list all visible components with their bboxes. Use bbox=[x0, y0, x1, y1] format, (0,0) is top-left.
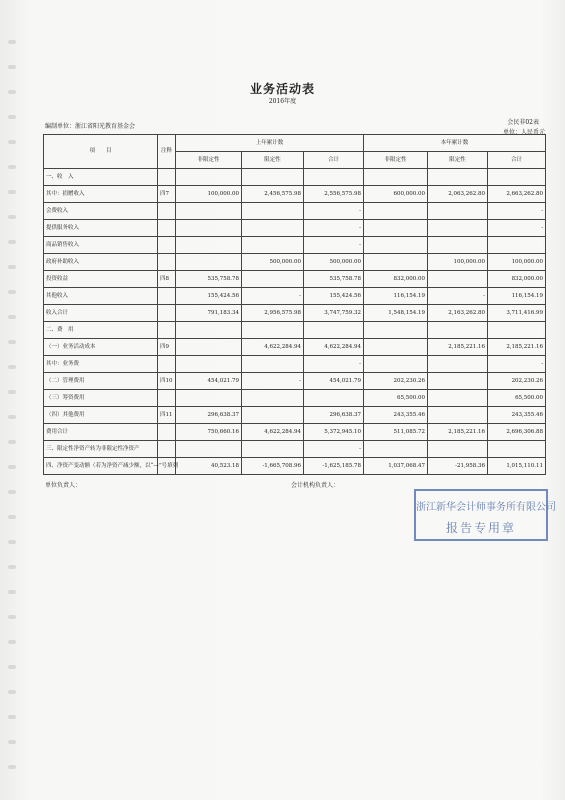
table-row bbox=[44, 288, 546, 305]
unit-head-label: 单位负责人： bbox=[45, 482, 82, 489]
row-value bbox=[488, 237, 546, 254]
binder-hole bbox=[8, 490, 16, 494]
header-note: 注释 bbox=[158, 135, 176, 169]
row-value: - bbox=[304, 237, 364, 254]
binder-hole bbox=[8, 215, 16, 219]
row-value bbox=[428, 237, 488, 254]
row-value: - bbox=[488, 356, 546, 373]
binder-hole bbox=[8, 440, 16, 444]
binder-hole bbox=[8, 140, 16, 144]
row-value bbox=[364, 237, 428, 254]
row-value bbox=[304, 169, 364, 186]
row-value bbox=[428, 169, 488, 186]
binder-hole bbox=[8, 765, 16, 769]
row-value bbox=[364, 254, 428, 271]
table-row bbox=[44, 390, 546, 407]
header-this-total: 合计 bbox=[488, 152, 546, 169]
table-row bbox=[44, 407, 546, 424]
row-item-label: 三、限定性净资产转为非限定性净资产 bbox=[44, 441, 158, 458]
row-note bbox=[158, 390, 176, 407]
report-year: 2016年度 bbox=[268, 98, 297, 105]
table-body bbox=[44, 169, 546, 475]
header-last-total: 合计 bbox=[304, 152, 364, 169]
binder-hole bbox=[8, 115, 16, 119]
binder-hole bbox=[8, 540, 16, 544]
binder-hole bbox=[8, 715, 16, 719]
header-item: 项 目 bbox=[44, 135, 158, 169]
table-row bbox=[44, 203, 546, 220]
row-value: 4,622,284.94 bbox=[304, 339, 364, 356]
row-value: 832,000.00 bbox=[488, 271, 546, 288]
row-value: - bbox=[304, 203, 364, 220]
row-value: - bbox=[304, 220, 364, 237]
row-value bbox=[364, 169, 428, 186]
row-value bbox=[488, 169, 546, 186]
row-value bbox=[176, 169, 242, 186]
row-value bbox=[428, 203, 488, 220]
row-value: 2,956,575.98 bbox=[242, 305, 304, 322]
row-value: 500,000.00 bbox=[242, 254, 304, 271]
row-value bbox=[428, 441, 488, 458]
stamp-firm-name: 浙江新华会计师事务所有限公司 bbox=[416, 502, 556, 513]
row-value bbox=[488, 441, 546, 458]
row-item-label: 提供服务收入 bbox=[44, 220, 158, 237]
row-value: 511,085.72 bbox=[364, 424, 428, 441]
row-value: 1,015,110.11 bbox=[488, 458, 546, 475]
row-value: 100,000.00 bbox=[488, 254, 546, 271]
preparing-organization: 编制单位：浙江省阳光教育基金会 bbox=[45, 123, 136, 130]
row-value bbox=[428, 407, 488, 424]
row-value: 1,548,154.19 bbox=[364, 305, 428, 322]
binder-hole bbox=[8, 740, 16, 744]
row-value bbox=[176, 203, 242, 220]
binder-hole bbox=[8, 690, 16, 694]
row-value bbox=[242, 390, 304, 407]
row-item-label: 其中：捐赠收入 bbox=[44, 186, 158, 203]
row-value bbox=[488, 322, 546, 339]
binder-hole bbox=[8, 590, 16, 594]
row-value bbox=[428, 220, 488, 237]
row-value: 2,556,575.98 bbox=[304, 186, 364, 203]
header-this-year: 本年累计数 bbox=[364, 135, 546, 152]
row-value: 116,154.19 bbox=[488, 288, 546, 305]
row-value bbox=[428, 356, 488, 373]
table-row bbox=[44, 305, 546, 322]
header-this-restricted: 限定性 bbox=[428, 152, 488, 169]
row-value: 750,660.16 bbox=[176, 424, 242, 441]
row-value bbox=[176, 220, 242, 237]
row-value: - bbox=[428, 288, 488, 305]
row-note: 四11 bbox=[158, 407, 176, 424]
row-value bbox=[242, 441, 304, 458]
row-value bbox=[428, 271, 488, 288]
row-note: 四10 bbox=[158, 373, 176, 390]
row-value bbox=[176, 356, 242, 373]
activity-statement-table bbox=[43, 134, 546, 475]
row-note bbox=[158, 356, 176, 373]
row-item-label: 政府补助收入 bbox=[44, 254, 158, 271]
row-value: - bbox=[304, 356, 364, 373]
table-row bbox=[44, 356, 546, 373]
row-value: 3,711,416.99 bbox=[488, 305, 546, 322]
row-value bbox=[364, 441, 428, 458]
row-value: 535,758.78 bbox=[304, 271, 364, 288]
row-value bbox=[242, 356, 304, 373]
row-item-label: （三）筹资费用 bbox=[44, 390, 158, 407]
row-value: -21,958.36 bbox=[428, 458, 488, 475]
row-value: 454,021.79 bbox=[176, 373, 242, 390]
row-value bbox=[176, 339, 242, 356]
row-value: 116,154.19 bbox=[364, 288, 428, 305]
binder-hole bbox=[8, 390, 16, 394]
table-row bbox=[44, 186, 546, 203]
row-value: 600,000.00 bbox=[364, 186, 428, 203]
row-value bbox=[242, 220, 304, 237]
row-value: - bbox=[488, 220, 546, 237]
row-value: 3,747,759.32 bbox=[304, 305, 364, 322]
header-last-unrestricted: 非限定性 bbox=[176, 152, 242, 169]
header-last-year: 上年累计数 bbox=[176, 135, 364, 152]
binder-hole bbox=[8, 65, 16, 69]
row-value: 243,355.46 bbox=[364, 407, 428, 424]
row-note bbox=[158, 237, 176, 254]
row-note bbox=[158, 169, 176, 186]
row-item-label: 二、费 用 bbox=[44, 322, 158, 339]
table-row bbox=[44, 322, 546, 339]
table-row bbox=[44, 254, 546, 271]
form-code: 会民非02表 bbox=[507, 119, 539, 126]
row-item-label: 收入合计 bbox=[44, 305, 158, 322]
row-value: -1,625,185.78 bbox=[304, 458, 364, 475]
row-value bbox=[176, 390, 242, 407]
row-value: -1,665,708.96 bbox=[242, 458, 304, 475]
row-value: 4,622,284.94 bbox=[242, 339, 304, 356]
binder-hole bbox=[8, 290, 16, 294]
binder-hole bbox=[8, 640, 16, 644]
row-value bbox=[364, 339, 428, 356]
table-row bbox=[44, 271, 546, 288]
row-value bbox=[428, 390, 488, 407]
binder-hole bbox=[8, 365, 16, 369]
row-value bbox=[176, 254, 242, 271]
row-value bbox=[242, 203, 304, 220]
row-value: 2,063,262.80 bbox=[428, 186, 488, 203]
binder-hole bbox=[8, 190, 16, 194]
row-value: 2,185,221.16 bbox=[488, 339, 546, 356]
table-row bbox=[44, 220, 546, 237]
row-item-label: （二）管理费用 bbox=[44, 373, 158, 390]
row-value bbox=[242, 271, 304, 288]
binder-hole bbox=[8, 240, 16, 244]
row-note bbox=[158, 441, 176, 458]
binder-hole bbox=[8, 415, 16, 419]
table-row bbox=[44, 424, 546, 441]
row-value: 65,500.00 bbox=[488, 390, 546, 407]
binder-hole bbox=[8, 665, 16, 669]
row-value: 155,424.56 bbox=[304, 288, 364, 305]
row-note bbox=[158, 203, 176, 220]
binder-hole bbox=[8, 165, 16, 169]
row-note bbox=[158, 305, 176, 322]
row-note: 四9 bbox=[158, 339, 176, 356]
row-value: 40,523.18 bbox=[176, 458, 242, 475]
binder-hole bbox=[8, 465, 16, 469]
row-value bbox=[364, 220, 428, 237]
row-value: 296,638.37 bbox=[176, 407, 242, 424]
binder-hole bbox=[8, 515, 16, 519]
table-row bbox=[44, 237, 546, 254]
row-note bbox=[158, 322, 176, 339]
table-row bbox=[44, 441, 546, 458]
row-value: 2,663,262.80 bbox=[488, 186, 546, 203]
binder-hole bbox=[8, 265, 16, 269]
row-value: 155,424.56 bbox=[176, 288, 242, 305]
binder-hole bbox=[8, 40, 16, 44]
header-this-unrestricted: 非限定性 bbox=[364, 152, 428, 169]
row-value: 2,185,221.16 bbox=[428, 424, 488, 441]
row-value bbox=[364, 322, 428, 339]
stamp-label: 报告专用章 bbox=[445, 521, 516, 535]
row-value: 2,696,306.88 bbox=[488, 424, 546, 441]
row-value: 832,000.00 bbox=[364, 271, 428, 288]
row-value: 2,163,262.80 bbox=[428, 305, 488, 322]
row-value bbox=[176, 441, 242, 458]
table-row bbox=[44, 373, 546, 390]
row-value: 535,758.78 bbox=[176, 271, 242, 288]
row-value bbox=[428, 322, 488, 339]
row-value: 2,185,221.16 bbox=[428, 339, 488, 356]
row-value: - bbox=[242, 373, 304, 390]
binder-hole bbox=[8, 565, 16, 569]
row-item-label: （一）业务活动成本 bbox=[44, 339, 158, 356]
row-item-label: 费用合计 bbox=[44, 424, 158, 441]
row-value bbox=[304, 322, 364, 339]
row-item-label: 投资收益 bbox=[44, 271, 158, 288]
row-value bbox=[428, 373, 488, 390]
row-value: 100,000.00 bbox=[176, 186, 242, 203]
row-value bbox=[242, 407, 304, 424]
row-value bbox=[304, 390, 364, 407]
row-value: - bbox=[488, 203, 546, 220]
currency-unit: 单位：人民币元 bbox=[502, 129, 545, 136]
row-value: 500,000.00 bbox=[304, 254, 364, 271]
row-value: 202,230.26 bbox=[364, 373, 428, 390]
audit-stamp bbox=[414, 489, 556, 541]
row-value: 296,638.37 bbox=[304, 407, 364, 424]
row-value bbox=[176, 322, 242, 339]
row-value: 2,456,575.98 bbox=[242, 186, 304, 203]
row-item-label: 其中：业务费 bbox=[44, 356, 158, 373]
row-value: 100,000.00 bbox=[428, 254, 488, 271]
row-value bbox=[242, 237, 304, 254]
row-value: 1,037,068.47 bbox=[364, 458, 428, 475]
row-value: - bbox=[304, 441, 364, 458]
row-item-label: 会费收入 bbox=[44, 203, 158, 220]
row-value bbox=[242, 322, 304, 339]
report-title: 业务活动表 bbox=[249, 82, 315, 96]
row-value bbox=[176, 237, 242, 254]
binder-holes bbox=[8, 40, 18, 780]
row-note: 四7 bbox=[158, 186, 176, 203]
row-value bbox=[364, 356, 428, 373]
row-value: 454,021.79 bbox=[304, 373, 364, 390]
table-row bbox=[44, 458, 546, 475]
header-last-restricted: 限定性 bbox=[242, 152, 304, 169]
row-note: 四8 bbox=[158, 271, 176, 288]
table-row bbox=[44, 169, 546, 186]
row-item-label: 四、净资产变动额（若为净资产减少额，以“—”号填列 bbox=[44, 458, 158, 475]
accounting-head-label: 会计机构负责人： bbox=[291, 482, 340, 489]
row-value bbox=[242, 169, 304, 186]
row-value: 5,372,945.10 bbox=[304, 424, 364, 441]
row-note bbox=[158, 220, 176, 237]
binder-hole bbox=[8, 615, 16, 619]
row-item-label: 其他收入 bbox=[44, 288, 158, 305]
row-value bbox=[364, 203, 428, 220]
table-row bbox=[44, 339, 546, 356]
row-value: 243,355.46 bbox=[488, 407, 546, 424]
row-item-label: 商品销售收入 bbox=[44, 237, 158, 254]
row-note bbox=[158, 424, 176, 441]
row-value: - bbox=[242, 288, 304, 305]
row-note bbox=[158, 288, 176, 305]
binder-hole bbox=[8, 315, 16, 319]
row-item-label: （四）其他费用 bbox=[44, 407, 158, 424]
row-value: 202,230.26 bbox=[488, 373, 546, 390]
row-item-label: 一、收 入 bbox=[44, 169, 158, 186]
binder-hole bbox=[8, 340, 16, 344]
row-value: 791,183.34 bbox=[176, 305, 242, 322]
row-value: 4,622,284.94 bbox=[242, 424, 304, 441]
row-note bbox=[158, 254, 176, 271]
row-value: 65,500.00 bbox=[364, 390, 428, 407]
